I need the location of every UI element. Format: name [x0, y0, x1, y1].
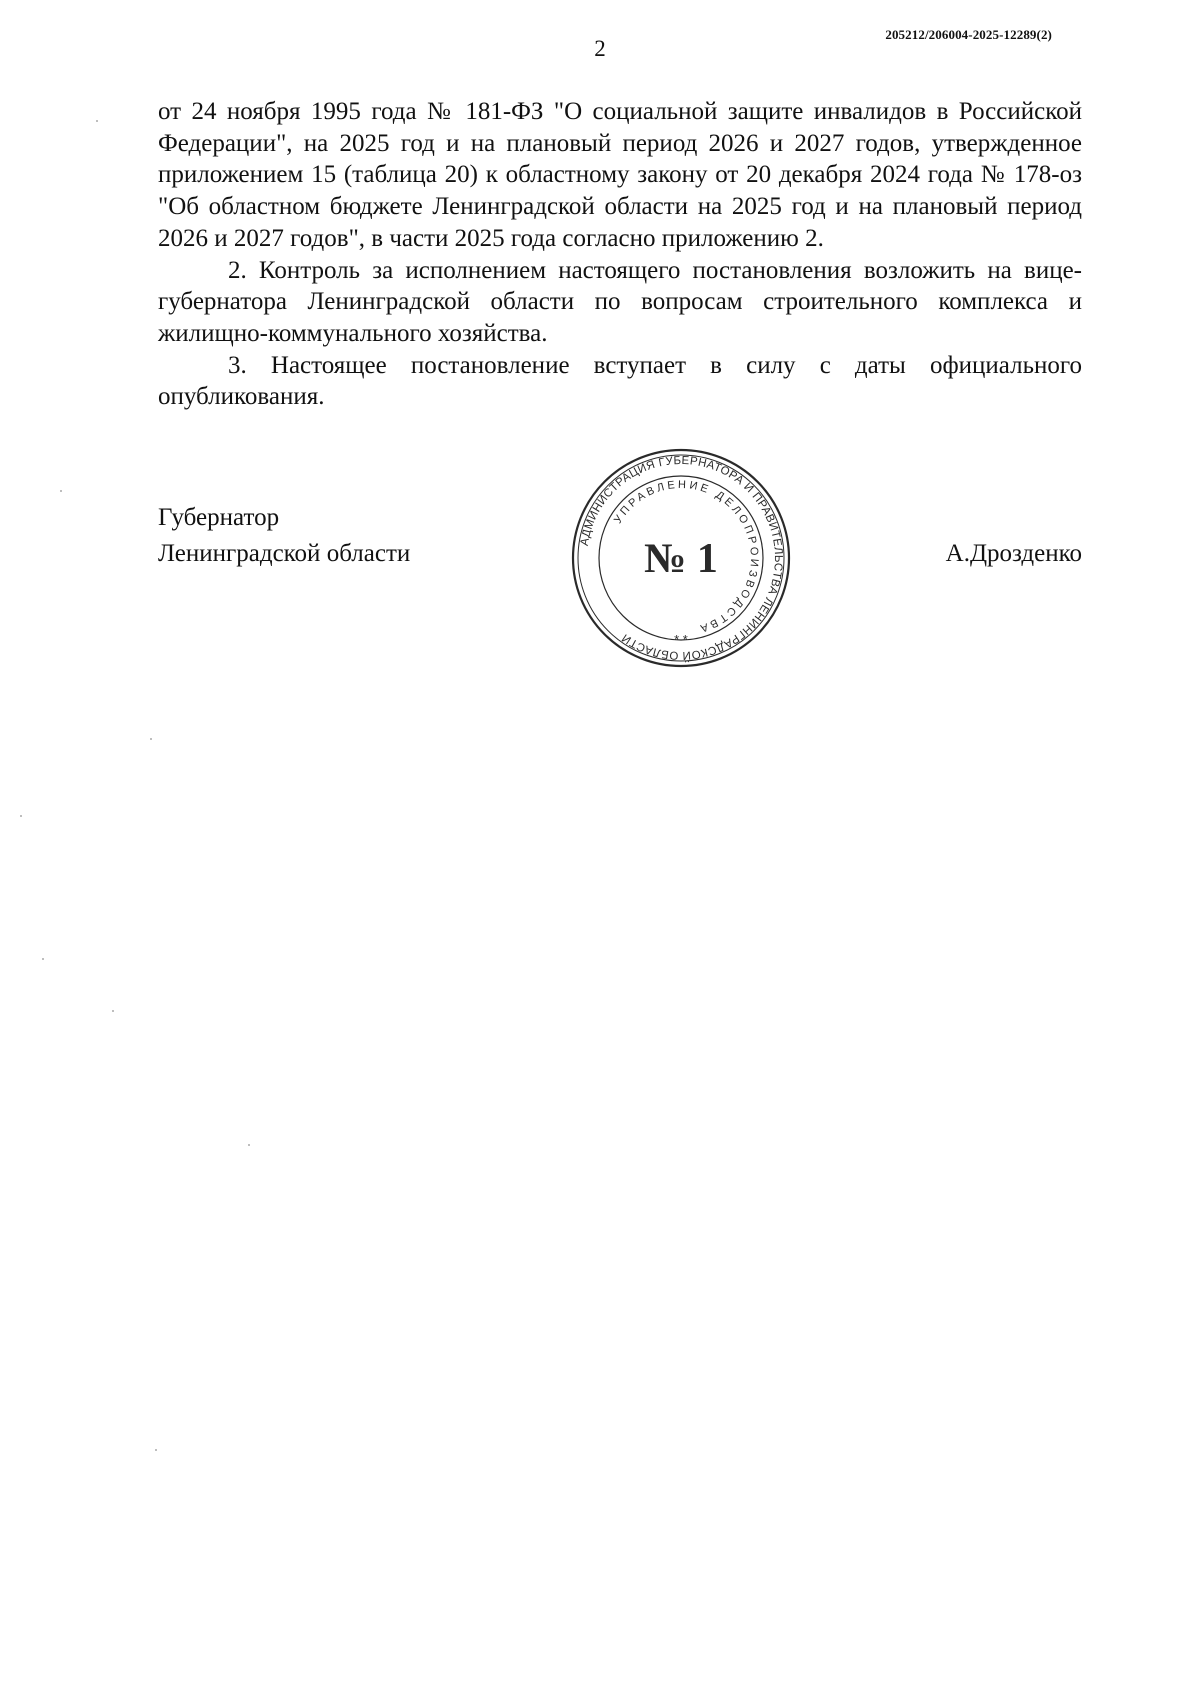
- position-line-1: Губернатор: [158, 504, 280, 531]
- scan-speck: [60, 490, 62, 492]
- seal-center-text: № 1: [644, 536, 718, 582]
- official-seal: [571, 448, 791, 668]
- scan-speck: [96, 120, 98, 122]
- seal-outer-textpath: АДМИНИСТРАЦИЯ ГУБЕРНАТОРА И ПРАВИТЕЛЬСТВА ЛЕНИНГРАДСКОЙ ОБЛАСТИ: [578, 454, 785, 662]
- paragraph-3: 3. Настоящее постановление вступает в силу с даты официального опубликования.: [158, 351, 1082, 411]
- scan-speck: [150, 738, 152, 740]
- document-registration-number: 205212/206004-2025-12289(2): [885, 27, 1052, 42]
- seal-inner-textpath: УПРАВЛЕНИЕ ДЕЛОПРОИЗВОДСТВА: [611, 478, 761, 635]
- scan-speck: [20, 815, 22, 817]
- scan-speck: [42, 958, 44, 960]
- page-number: 2: [594, 36, 606, 61]
- signature-position: [158, 500, 410, 572]
- paragraph-1: от 24 ноября 1995 года № 181-ФЗ "О социальной защите инвалидов в Российской Федерации", на 2025 год и на плановый период 2026 и 2027 годов, утвержденное приложением 15 (таблица 20) к областному закону от 20 декабря 2024 года № 178-оз "Об областном бюджете Ленинградской области на 2025 год и на плановый период 2026 и 2027 годов", в части 2025 года согласно приложению 2.: [158, 98, 1082, 252]
- scan-speck: [112, 1010, 114, 1012]
- signer-name: А.Дрозденко: [945, 540, 1082, 567]
- document-body: [158, 96, 1082, 413]
- scan-speck: [155, 1449, 157, 1451]
- paragraph-2: 2. Контроль за исполнением настоящего постановления возложить на вице-губернатора Ленинградской области по вопросам строительного комплекса и жилищно-коммунального хозяйства.: [158, 256, 1082, 347]
- scan-speck: [248, 1144, 250, 1146]
- position-line-2: Ленинградской области: [158, 540, 411, 567]
- seal-stars: * *: [674, 632, 688, 647]
